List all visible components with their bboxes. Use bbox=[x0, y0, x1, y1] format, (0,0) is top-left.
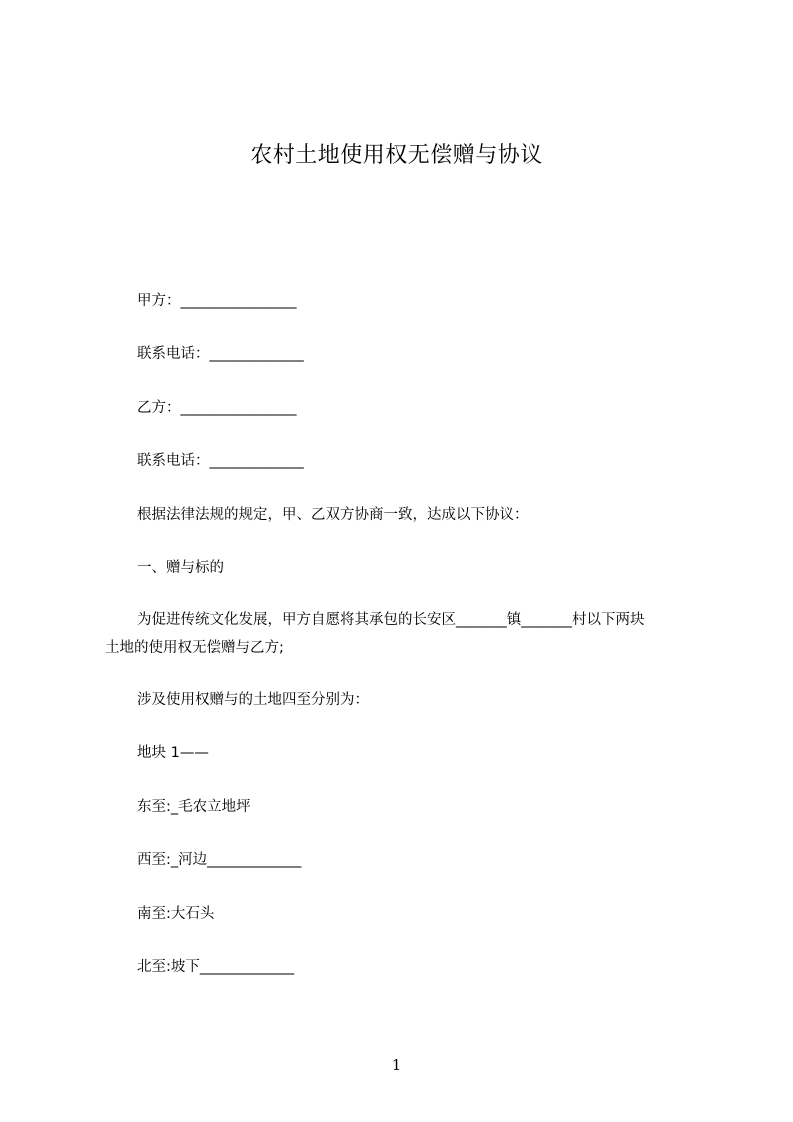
boundary-west: 西至:_河边_____________ bbox=[137, 852, 302, 868]
section1-heading: 一、赠与标的 bbox=[137, 560, 224, 576]
section1-paragraph-line1: 为促进传统文化发展，甲方自愿将其承包的长安区_______镇_______村以下两块 bbox=[137, 612, 645, 628]
boundary-south: 南至:大石头 bbox=[137, 906, 215, 922]
boundary-north: 北至:坡下_____________ bbox=[137, 959, 295, 975]
party-a-phone-field: 联系电话：_____________ bbox=[137, 346, 304, 362]
document-title: 农村土地使用权无偿赠与协议 bbox=[250, 143, 543, 168]
page-number: 1 bbox=[391, 1056, 402, 1074]
boundary-east: 东至:_毛农立地坪 bbox=[137, 799, 251, 815]
party-b-field: 乙方：________________ bbox=[137, 400, 297, 416]
boundaries-intro: 涉及使用权赠与的土地四至分别为： bbox=[137, 692, 369, 708]
party-b-phone-field: 联系电话：_____________ bbox=[137, 453, 304, 469]
section1-paragraph-line2: 土地的使用权无偿赠与乙方; bbox=[105, 640, 284, 656]
preamble-text: 根据法律法规的规定，甲、乙双方协商一致，达成以下协议： bbox=[137, 507, 529, 523]
party-a-field: 甲方：________________ bbox=[137, 293, 297, 309]
plot1-label: 地块 1—— bbox=[137, 745, 209, 761]
section1-paragraph bbox=[105, 606, 705, 662]
